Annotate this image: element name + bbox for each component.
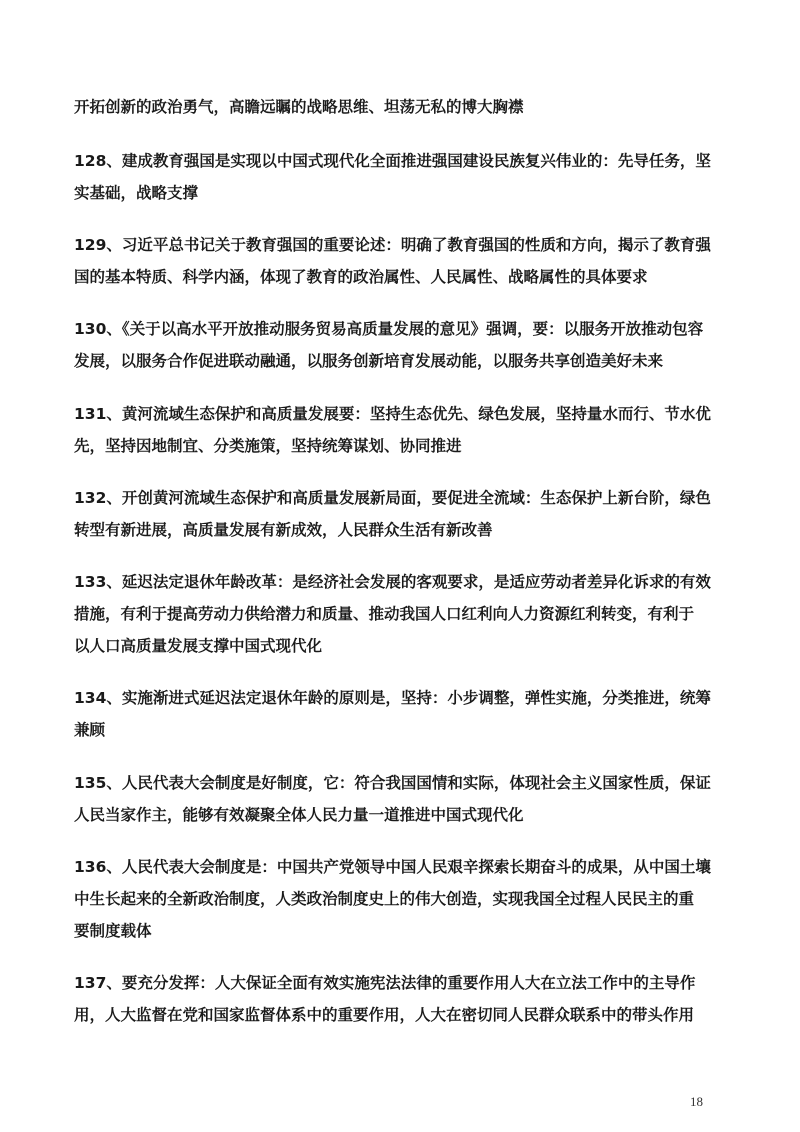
page-number: 18 (690, 1094, 703, 1109)
text-line: 136、人民代表大会制度是：中国共产党领导中国人民艰辛探索长期奋斗的成果，从中国土壤 (74, 858, 711, 876)
text-line: 133、延迟法定退休年龄改革：是经济社会发展的客观要求，是适应劳动者差异化诉求的有效 (74, 573, 711, 591)
text-line: 发展，以服务合作促进联动融通，以服务创新培育发展动能，以服务共享创造美好未来 (74, 352, 664, 370)
text-line: 兼顾 (74, 721, 106, 739)
text-line: 先，坚持因地制宜、分类施策，坚持统筹谋划、协同推进 (74, 437, 462, 455)
text-line: 开拓创新的政治勇气，高瞻远瞩的战略思维、坦荡无私的博大胸襟 (74, 98, 524, 116)
text-line: 人民当家作主，能够有效凝聚全体人民力量一道推进中国式现代化 (74, 806, 524, 824)
text-line: 以人口高质量发展支撑中国式现代化 (74, 637, 323, 655)
text-line: 要制度载体 (74, 922, 152, 940)
text-line: 128、建成教育强国是实现以中国式现代化全面推进强国建设民族复兴伟业的：先导任务，坚 (74, 152, 711, 170)
text-line: 131、黄河流域生态保护和高质量发展要：坚持生态优先、绿色发展，坚持量水而行、节水优 (74, 405, 711, 423)
text-line: 国的基本特质、科学内涵，体现了教育的政治属性、人民属性、战略属性的具体要求 (74, 268, 648, 286)
text-line: 用，人大监督在党和国家监督体系中的重要作用，人大在密切同人民群众联系中的带头作用 (74, 1006, 695, 1024)
text-line: 135、人民代表大会制度是好制度，它：符合我国国情和实际，体现社会主义国家性质，保证 (74, 774, 711, 792)
text-line: 137、要充分发挥：人大保证全面有效实施宪法法律的重要作用人大在立法工作中的主导作 (74, 974, 696, 992)
text-line: 130、《关于以高水平开放推动服务贸易高质量发展的意见》强调，要：以服务开放推动包容 (74, 320, 704, 338)
text-line: 中生长起来的全新政治制度，人类政治制度史上的伟大创造，实现我国全过程人民民主的重 (74, 890, 695, 908)
text-line: 129、习近平总书记关于教育强国的重要论述：明确了教育强国的性质和方向，揭示了教育强 (74, 236, 711, 254)
text-line: 134、实施渐进式延迟法定退休年龄的原则是，坚持：小步调整，弹性实施，分类推进，统筹 (74, 689, 711, 707)
text-line: 132、开创黄河流域生态保护和高质量发展新局面，要促进全流域：生态保护上新台阶，绿色 (74, 489, 711, 507)
text-line: 转型有新进展，高质量发展有新成效，人民群众生活有新改善 (74, 521, 493, 539)
text-line: 实基础，战略支撑 (74, 184, 199, 202)
text-line: 措施，有利于提高劳动力供给潜力和质量、推动我国人口红利向人力资源红利转变，有利于 (74, 605, 695, 623)
